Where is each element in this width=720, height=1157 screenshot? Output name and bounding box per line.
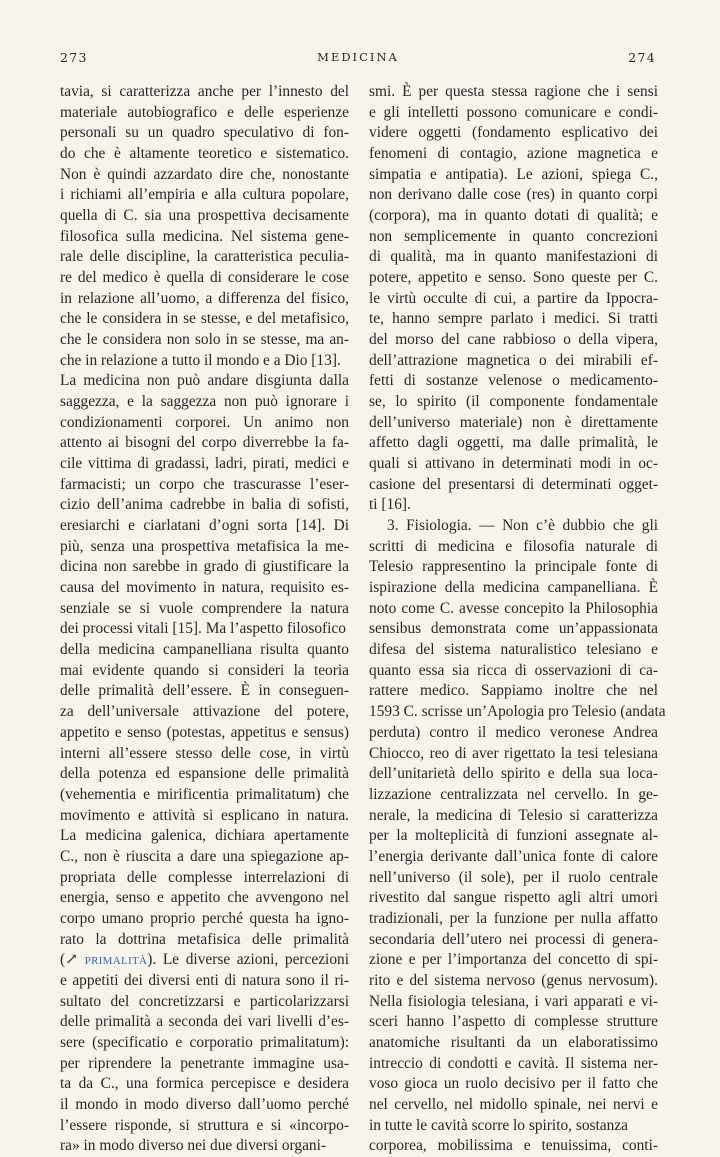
text-line: te, hanno sempre parlato i medici. Si tratti — [369, 310, 658, 328]
text-line: corporea, mobilissima e tenuissima, conti- — [369, 1137, 658, 1155]
text-line: in tutte le cavità scorre lo spirito, sostanza — [369, 1116, 628, 1134]
text-line: il mondo in modo diverso dall’uomo perché — [60, 1095, 349, 1113]
text-line: ispirazione della medicina campanelliana. È — [369, 579, 658, 597]
text-line: nerale, la medicina di Telesio si caratterizza — [369, 806, 658, 824]
text-line: casione del presentarsi di determinati ogget- — [369, 475, 658, 493]
text-line: intreccio di condotti e cavità. Il sistema ner- — [369, 1054, 658, 1072]
text-line: senziale se si vuole comprendere la natura — [60, 599, 349, 617]
text-line: sensibus demonstrata come un’appassionata — [369, 620, 658, 638]
text-line: secondaria dell’utero nei processi di genera- — [369, 930, 658, 948]
text-line: ti [16]. — [369, 496, 411, 514]
text-line: della medicina campanelliana risulta quanto — [60, 641, 349, 659]
text-line: (↗ primalità). Le diverse azioni, percezioni — [60, 951, 349, 969]
text-line: quella di C. sia una prospettiva decisamente — [60, 207, 349, 225]
text-line: zione e per l’importanza del concetto di spi- — [369, 951, 658, 969]
text-line: rivestito dal sangue rispetto agli altri umori — [369, 889, 658, 907]
text-line: dell’attrazione magnetica o dei mirabili ef- — [369, 351, 658, 369]
text-line: dell’unitarietà dello spirito e della sua loca- — [369, 765, 658, 783]
text-line: fenomeni di contagio, azione magnetica e — [369, 145, 658, 163]
text-line: dei processi vitali [15]. Ma l’aspetto filosofico — [60, 620, 346, 638]
text-line: se, lo spirito (il componente fondamentale — [369, 393, 658, 411]
text-line: saggezza, e la saggezza non può ignorare i — [60, 393, 349, 411]
text-line: per riprendere la penetrante immagine usa- — [60, 1054, 349, 1072]
text-line: (vehementia e mirificentia primalitatum) che — [60, 785, 349, 803]
page-number-right: 274 — [628, 50, 656, 65]
text-line: tavia, si caratterizza anche per l’innesto del — [60, 83, 349, 100]
text-line: quali si attivano in determinati modi in oc- — [369, 455, 658, 473]
text-line: delle primalità a seconda dei vari livelli d’es- — [60, 1013, 349, 1031]
text-line: 3. Fisiologia. — Non c’è dubbio che gli — [387, 517, 658, 535]
text-line: farmacisti; un corpo che trascurasse l’eser- — [60, 475, 349, 493]
text-line: ta da C., una formica percepisce e desidera — [60, 1075, 349, 1093]
running-title: MEDICINA — [317, 50, 399, 64]
text-line: causa del movimento in natura, requisito es- — [60, 579, 349, 597]
text-line: La medicina galenica, dichiara apertamente — [60, 827, 349, 845]
text-line: simpatia e antipatia). Le azioni, spiega C., — [369, 165, 658, 183]
text-line: difesa del sistema naturalistico telesiano e — [369, 641, 658, 659]
text-line: sere (specificatio e corporatio primalitatum): — [60, 1033, 349, 1051]
text-line: dicina non sarebbe in grado di giustificare la — [60, 558, 349, 576]
text-line: smi. È per questa stessa ragione che i sensi — [369, 83, 658, 100]
text-line: interni all’essere stesso delle cose, in virtù — [60, 744, 349, 762]
text-line: del morso del cane rabbioso o della vipera, — [369, 331, 658, 349]
text-line: scritti di medicina e filosofia naturale di — [369, 537, 658, 555]
text-line: cizio dell’anima cadrebbe in balia di sofisti, — [60, 496, 349, 514]
text-line: dell’universo materiale) non è direttamente — [369, 413, 658, 431]
text-line: le virtù occulte di cui, a partire da Ippocra- — [369, 289, 658, 307]
text-line: perduta) contro il medico veronese Andrea — [369, 723, 658, 741]
text-line: ra» in modo diverso nei due diversi organi- — [60, 1137, 326, 1155]
text-line: appetito e senso (potestas, appetitus e sensus) — [60, 723, 349, 741]
text-line: che le considera non solo in se stesse, ma an- — [60, 331, 349, 349]
text-line: di qualità, ma in quanto manifestazioni di — [369, 248, 658, 266]
text-line: che le considera in se stesse, e del metafisico, — [60, 310, 349, 328]
text-line: do che è altamente teoretico e sistematico. — [60, 145, 349, 163]
text-line: e appetiti dei diversi enti di natura sono il ri- — [60, 971, 349, 989]
text-line: noto come C. avesse concepito la Philosophia — [369, 599, 658, 617]
text-line: rattere medico. Sappiamo inoltre che nel — [369, 682, 658, 700]
text-line: sultato del concretizzarsi e particolarizzarsi — [60, 992, 349, 1010]
text-line: delle primalità dell’essere. È in conseguen- — [60, 682, 349, 700]
text-line: e gli intelletti possono comunicare e condi- — [369, 103, 658, 121]
right-column — [369, 82, 666, 1157]
text-line: cile vittima di gradassi, ladri, pirati, medici e — [60, 455, 349, 473]
text-line: eresiarchi e ciarlatani d’ogni sorta [14]. Di — [60, 517, 349, 535]
text-line: Nella fisiologia telesiana, i vari apparati e vi- — [369, 992, 658, 1010]
text-line: fetti di sostanze velenose o medicamento- — [369, 372, 658, 390]
text-line: che in relazione a tutto il mondo e a Dio [13]. — [60, 351, 341, 369]
text-line: lizzazione centralizzata nel cervello. In ge- — [369, 785, 658, 803]
text-line: non semplicemente in quanto concrezioni — [369, 227, 658, 245]
text-line: potere, appetito e senso. Sono queste per C. — [369, 269, 658, 287]
text-line: anatomiche risultanti da un elaboratissimo — [369, 1033, 658, 1051]
text-line: in relazione all’uomo, a differenza del fisico, — [60, 289, 349, 307]
text-line: za dell’universale attivazione del potere, — [60, 703, 349, 721]
text-line: materiale autobiografico e delle esperienze — [60, 103, 349, 121]
text-line: Telesio rappresentino la principale fonte di — [369, 558, 658, 576]
text-line: Chiocco, reo di aver rigettato la tesi telesiana — [369, 744, 658, 762]
text-line: tradizionali, per la funzione per nulla affatto — [369, 909, 658, 927]
text-line: propriata delle complesse interrelazioni di — [60, 868, 349, 886]
text-line: rato la dottrina metafisica delle primalità — [60, 930, 349, 948]
text-line: personali su un quadro speculativo di fon- — [60, 124, 349, 142]
text-line: C., non è riuscita a dare una spiegazione ap- — [60, 847, 349, 865]
text-line: filosofica sulla medicina. Nel sistema gene- — [60, 227, 349, 245]
text-line: movimento e attività si esplicano in natura. — [60, 806, 349, 824]
text-line: re del medico è quella di considerare le cose — [60, 269, 349, 287]
text-line: energia, senso e appetito che avvengono nel — [60, 889, 349, 907]
text-line: nell’universo (il sole), per il ruolo centrale — [369, 868, 658, 886]
text-line: i richiami all’empiria e alla cultura popolare, — [60, 186, 349, 204]
text-line: della potenza ed espansione delle primalità — [60, 765, 349, 783]
left-column — [60, 82, 349, 1157]
text-line: rito e del sistema nervoso (genus nervosum). — [369, 971, 658, 989]
text-line: per la molteplicità di funzioni assegnate al- — [369, 827, 658, 845]
cross-reference-link[interactable]: primalità — [84, 951, 148, 969]
text-line: (corpora), ma in quanto dotati di qualità; e — [369, 207, 658, 225]
text-line: rale delle discipline, la caratteristica peculia- — [60, 248, 349, 266]
text-line: attento ai bisogni del corpo diverrebbe la fa- — [60, 434, 349, 452]
text-line: mai evidente quando si consideri la teoria — [60, 661, 349, 679]
text-line: condizionamenti corporei. Un animo non — [60, 413, 349, 431]
text-line: videre oggetti (fondamento esplicativo dei — [369, 124, 658, 142]
text-line: 1593 C. scrisse un’Apologia pro Telesio (andata — [369, 703, 666, 721]
text-line: corpo umano proprio perché questa ha igno- — [60, 909, 349, 927]
text-line: quanto essa sia ricca di osservazioni di ca- — [369, 661, 658, 679]
text-line: nel cervello, nel midollo spinale, nei nervi e — [369, 1095, 658, 1113]
text-line: l’essere risponde, si struttura e si «incorpo- — [60, 1116, 349, 1134]
page-header — [60, 50, 656, 72]
text-line: più, senza una prospettiva metafisica la me- — [60, 537, 349, 555]
text-line: La medicina non può andare disgiunta dalla — [60, 372, 349, 390]
text-line: sceri hanno l’aspetto di complesse strutture — [369, 1013, 658, 1031]
text-line: Non è quindi azzardato dire che, nonostante — [60, 165, 349, 183]
page-number-left: 273 — [60, 50, 88, 65]
text-line: non derivano dalle cose (res) in quanto corpi — [369, 186, 658, 204]
text-line: voso gioca un ruolo decisivo per il fatto che — [369, 1075, 658, 1093]
text-line: affetto dagli oggetti, ma dalle primalità, le — [369, 434, 658, 452]
text-line: l’energia derivante dall’unica fonte di calore — [369, 847, 658, 865]
